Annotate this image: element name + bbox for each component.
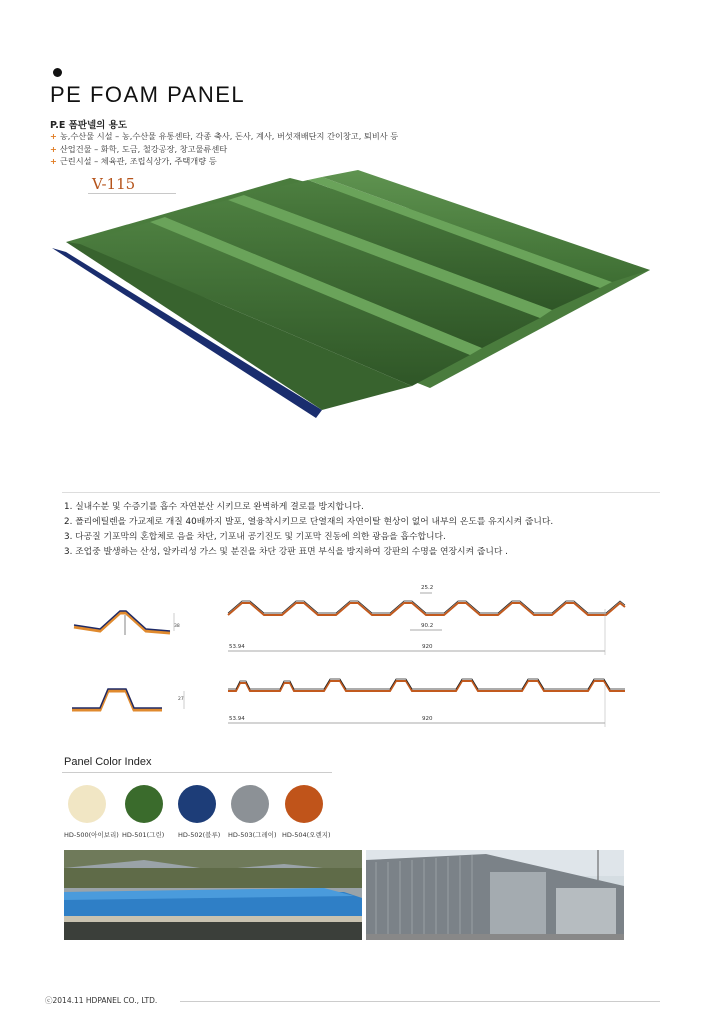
title-bullet [53,68,62,77]
edge-offset-label-2: 53.94 [229,716,245,722]
color-label: HD-500(아이보리) [64,831,119,839]
color-swatch-blue [178,785,216,823]
color-index-rule [62,772,332,773]
footer-rule [180,1001,660,1002]
building-photo-farm [64,850,362,940]
description-item: 1. 실내수분 및 수증기를 흡수 자연분산 시키므로 완벽하게 결로를 방지합니다. [64,502,364,512]
color-label: HD-504(오렌지) [282,831,331,839]
profile-drawing-1 [228,585,625,655]
total-width-label-1: 920 [422,644,433,650]
section-detail-2 [72,689,184,710]
color-label: HD-502(블루) [178,831,221,839]
section-height-2: 27 [178,697,184,702]
usage-item: + 산업건물 – 화학, 도금, 철강공장, 창고물류센타 [50,143,228,154]
description-item: 2. 폴리에틸렌을 가교제로 개질 40배까지 발포, 열융착시키므로 단열재의 자연이탈 현상이 없어 내부의 온도를 유지시켜 줍니다. [64,517,554,527]
section-detail-1 [74,611,180,635]
plus-icon: + [50,156,57,166]
building-photo-factory [366,850,624,940]
plus-icon: + [50,131,57,141]
section-height-1: 38 [174,624,180,629]
color-label: HD-503(그레이) [228,831,277,839]
edge-offset-label-1: 53.94 [229,644,245,650]
color-swatch-orange [285,785,323,823]
color-swatch-ivory [68,785,106,823]
model-label: V-115 [92,175,136,193]
description-list [64,500,553,560]
color-index-title: Panel Color Index [64,756,152,768]
total-width-label-2: 920 [422,716,433,722]
usage-item: + 농,수산물 시설 – 농,수산물 유통센타, 각종 축사, 돈사, 계사, 버섯재배단지 간이창고, 퇴비사 등 [50,131,399,141]
profile-drawings [60,575,640,735]
panel-illustration [40,160,660,430]
usage-heading: P.E 폼판넬의 용도 [50,120,127,131]
valley-width-label: 90.2 [421,623,434,629]
page-title: PE FOAM PANEL [50,82,246,107]
plus-icon: + [50,143,57,154]
description-rule [62,492,660,493]
description-item: 3. 다공질 기포막의 혼합체로 음을 차단, 기포내 공기진도 및 기포막 진동에 의한 광음을 흡수합니다. [64,532,446,542]
usage-item: + 근린시설 – 체육관, 조립식상가, 주택개량 등 [50,156,217,166]
footer-copyright: ⓒ2014.11 HDPANEL CO., LTD. [45,996,158,1005]
description-item: 3. 조업중 발생하는 산성, 알카리성 가스 및 분진을 차단 강판 표면 부식을 방지하여 강판의 수명을 연장시켜 줍니다 . [64,547,508,557]
color-swatch-gray [231,785,269,823]
profile-drawing-2 [228,679,625,727]
top-pitch-label: 25.2 [421,585,434,591]
color-label: HD-501(그린) [122,831,165,839]
color-swatch-green [125,785,163,823]
